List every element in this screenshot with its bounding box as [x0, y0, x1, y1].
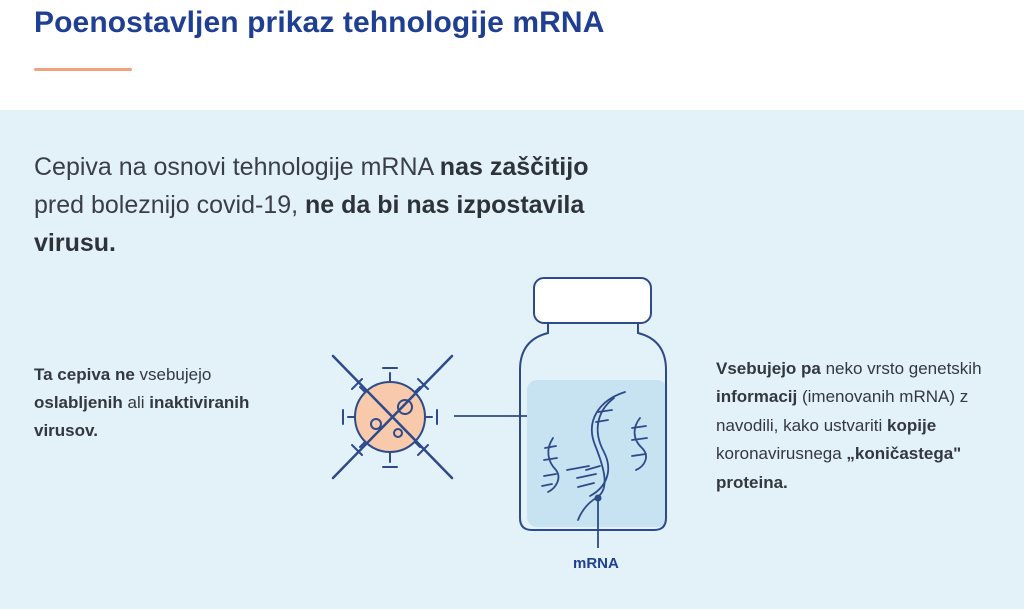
right-bold: informacij — [716, 387, 798, 407]
left-bold: oslabljenih — [34, 393, 123, 412]
right-part: (imenovanih mRNA) z navodili, kako ustvariti — [716, 387, 969, 435]
left-bold: Ta cepiva ne — [34, 365, 135, 384]
vial-cap — [534, 278, 651, 323]
left-part: ali — [122, 393, 150, 412]
right-bold: kopije — [887, 415, 937, 435]
vaccine-vial-icon — [520, 278, 667, 530]
right-part: neko vrsto genetskih — [820, 359, 982, 378]
intro-bold: ne da bi nas izpostavila virusu. — [34, 191, 585, 257]
left-bold: inaktiviranih virusov. — [34, 393, 250, 440]
right-bold: „koničastega" proteina. — [716, 444, 962, 492]
crossed-virus-icon — [333, 356, 452, 478]
page-title: Poenostavljen prikaz tehnologije mRNA — [34, 6, 605, 39]
left-part: vsebujejo — [134, 365, 212, 384]
mrna-label: mRNA — [573, 555, 619, 572]
intro-part: Cepiva na osnovi tehnologije mRNA — [34, 153, 440, 181]
intro-bold: nas zaščitijo — [439, 153, 589, 181]
right-bold: Vsebujejo pa — [716, 359, 821, 378]
virus-body — [355, 382, 425, 452]
right-part: koronavirusnega — [716, 444, 847, 464]
intro-part: pred boleznijo covid-19, — [34, 191, 305, 219]
